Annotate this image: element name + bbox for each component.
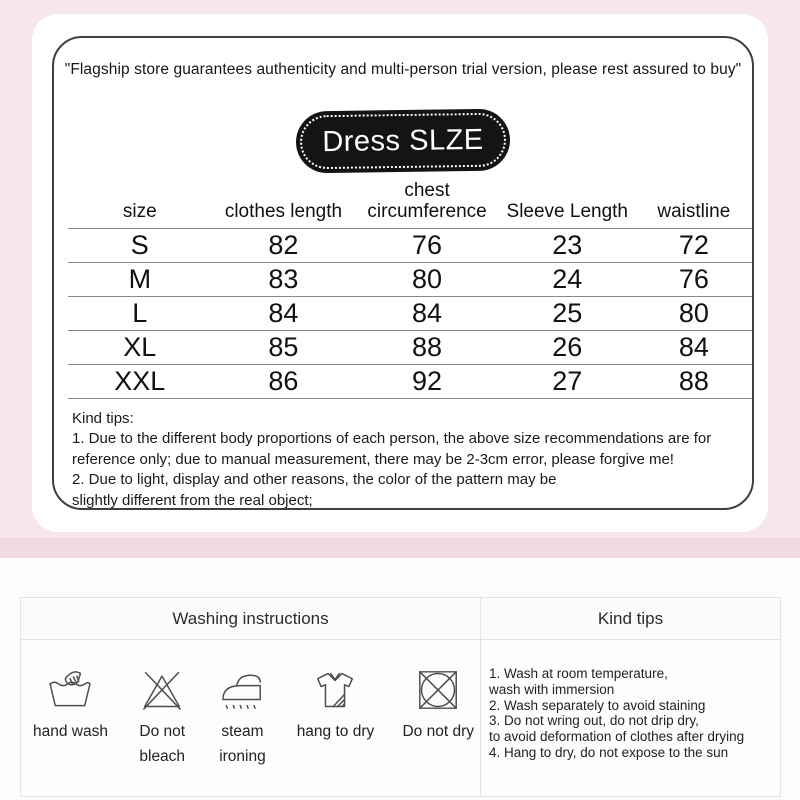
wash-item-label-2: ironing — [219, 748, 266, 765]
size-table — [68, 174, 752, 399]
washing-icons-cell — [21, 640, 481, 796]
pink-accent-band — [0, 538, 800, 558]
hang-to-dry-icon — [309, 664, 361, 716]
cell-chest: 92 — [355, 364, 499, 398]
steam-ironing-icon — [216, 664, 268, 716]
cell-chest: 80 — [355, 262, 499, 296]
cell-size: M — [68, 262, 212, 296]
care-tip-line: 1. Wash at room temperature, — [489, 666, 668, 681]
column-header-chest-circumference: chest circumference — [355, 174, 499, 228]
do-not-bleach-icon — [136, 664, 188, 716]
cell-sleeve: 24 — [499, 262, 636, 296]
wash-item-do-not-dry — [402, 664, 474, 796]
dress-size-badge — [296, 109, 511, 174]
column-header-sleeve-length: Sleeve Length — [499, 174, 636, 228]
care-tip-line: 2. Wash separately to avoid staining — [489, 697, 706, 713]
cell-sleeve: 23 — [499, 228, 636, 262]
store-guarantee-quote: "Flagship store guarantees authenticity and multi-person trial version, please rest assured to buy" — [64, 61, 742, 78]
cell-waistline: 80 — [636, 296, 752, 330]
care-table-header-row — [21, 598, 780, 640]
table-row-size-l — [68, 296, 752, 330]
wash-item-label: steam — [221, 723, 264, 740]
washing-instructions-header: Washing instructions — [21, 598, 481, 639]
card-kind-tips — [72, 409, 736, 511]
cell-waistline: 84 — [636, 330, 752, 364]
wash-item-hand-wash — [33, 664, 108, 796]
cell-waistline: 72 — [636, 228, 752, 262]
cell-clothes-length: 84 — [212, 296, 356, 330]
care-table — [20, 597, 781, 797]
column-header-size: size — [68, 174, 212, 228]
care-tip-line: 3. Do not wring out, do not drip dry, — [489, 713, 699, 729]
care-kind-tips-text — [481, 640, 780, 761]
table-row-size-xl — [68, 330, 752, 364]
wash-item-label: hand wash — [33, 723, 108, 740]
care-tip-line: wash with immersion — [489, 681, 615, 697]
wash-item-do-not-bleach — [136, 664, 188, 796]
cell-chest: 88 — [355, 330, 499, 364]
cell-clothes-length: 83 — [212, 262, 356, 296]
wash-item-label: Do not dry — [402, 723, 474, 740]
wash-item-label: Do not — [139, 723, 186, 740]
table-row-size-s — [68, 228, 752, 262]
wash-item-label-2: bleach — [139, 748, 186, 765]
hand-wash-icon — [44, 664, 96, 716]
wash-item-steam-ironing — [216, 664, 268, 796]
table-row-size-xxl — [68, 364, 752, 398]
cell-sleeve: 26 — [499, 330, 636, 364]
cell-clothes-length: 85 — [212, 330, 356, 364]
size-table-header-row — [68, 174, 752, 228]
cell-chest: 76 — [355, 228, 499, 262]
dress-size-badge-label: Dress SLZE — [322, 123, 484, 158]
cell-size: L — [68, 296, 212, 330]
column-header-clothes-length: clothes length — [212, 174, 356, 228]
care-instructions-panel — [0, 558, 800, 800]
cell-chest: 84 — [355, 296, 499, 330]
cell-clothes-length: 86 — [212, 364, 356, 398]
care-tip-line: 4. Hang to dry, do not expose to the sun — [489, 744, 729, 760]
do-not-dry-icon — [412, 664, 464, 716]
cell-sleeve: 25 — [499, 296, 636, 330]
care-kind-tips-cell — [481, 640, 780, 796]
kind-tips-title: Kind tips: — [72, 409, 134, 427]
size-chart-card — [32, 14, 768, 532]
cell-clothes-length: 82 — [212, 228, 356, 262]
wash-item-label: hang to dry — [296, 723, 375, 740]
column-header-waistline: waistline — [636, 174, 752, 228]
cell-waistline: 76 — [636, 262, 752, 296]
kind-tips-line: reference only; due to manual measurement, there may be 2-3cm error, please forgive me! — [72, 450, 674, 468]
care-table-body-row — [21, 640, 780, 796]
kind-tips-header: Kind tips — [597, 608, 664, 628]
table-row-size-m — [68, 262, 752, 296]
cell-size: S — [68, 228, 212, 262]
wash-item-hang-to-dry — [297, 664, 375, 796]
cell-sleeve: 27 — [499, 364, 636, 398]
care-tip-line: to avoid deformation of clothes after drying — [489, 729, 745, 745]
cell-size: XL — [68, 330, 212, 364]
card-inner-border — [52, 36, 754, 510]
kind-tips-line: 1. Due to the different body proportions of each person, the above size recommendations are for — [72, 430, 712, 447]
cell-size: XXL — [68, 364, 212, 398]
kind-tips-line: 2. Due to light, display and other reasons, the color of the pattern may be — [72, 471, 557, 488]
kind-tips-line: slightly different from the real object; — [72, 491, 313, 509]
cell-waistline: 88 — [636, 364, 752, 398]
